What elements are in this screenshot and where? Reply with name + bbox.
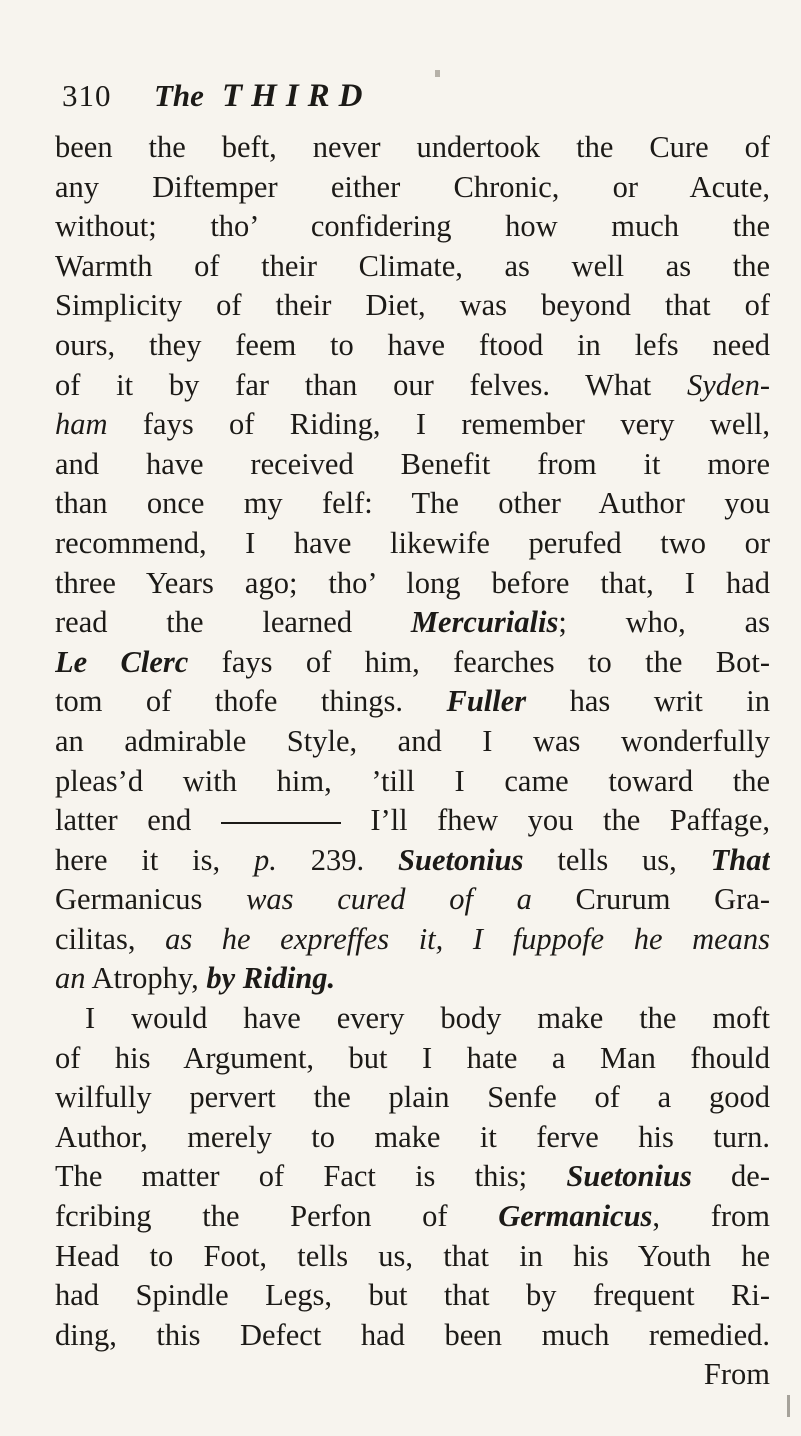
italic-name: Mercurialis (410, 605, 559, 640)
text-line: ding, this Defect had been much remedied. (55, 1317, 770, 1352)
italic-word: That (710, 842, 770, 877)
text-line: cilitas, as he expreffes it, I fuppofe he means (55, 921, 770, 956)
text-line: and have received Benefit from it more (55, 446, 770, 481)
page-number: 310 (62, 78, 112, 113)
italic-name: Suetonius (566, 1159, 692, 1194)
text-line: without; tho’ confidering how much the (55, 209, 770, 244)
text-line: ours, they feem to have ftood in lefs need (55, 327, 770, 362)
text-line: tom of thofe things. Fuller has writ in (55, 684, 770, 719)
italic-phrase: was cured of a (246, 882, 532, 917)
text-line: read the learned Mercurialis; who, as (55, 605, 770, 640)
italic-name: Syden- (687, 367, 770, 402)
text-line: Head to Foot, tells us, that in his Youth he (55, 1238, 770, 1273)
text-line: of it by far than our felves. What Syden- (55, 367, 770, 402)
italic-abbrev: p. (254, 842, 277, 877)
body-text (55, 128, 770, 1395)
running-head-article: The (154, 78, 204, 113)
text-line: any Diftemper either Chronic, or Acute, (55, 169, 770, 204)
text-line: The matter of Fact is this; Suetonius de- (55, 1159, 770, 1194)
text-line: Le Clerc fays of him, fearches to the Bot- (55, 644, 770, 679)
text-line: an Atrophy, by Riding. (55, 961, 336, 996)
text-line: I would have every body make the moft (85, 1001, 770, 1036)
running-head-title: THIRD (222, 78, 372, 114)
text-line: had Spindle Legs, but that by frequent Ri- (55, 1278, 770, 1313)
text-line: of his Argument, but I hate a Man fhould (55, 1040, 770, 1075)
text-line: latter end I’ll fhew you the Paffage, (55, 803, 770, 838)
text-line: wilfully pervert the plain Senfe of a good (55, 1080, 770, 1115)
text-line: Germanicus was cured of a Crurum Gra- (55, 882, 770, 917)
text-line: here it is, p. 239. Suetonius tells us, That (55, 842, 770, 877)
text-line: an admirable Style, and I was wonderfully (55, 723, 770, 758)
text-line: been the beft, never undertook the Cure of (55, 130, 770, 164)
text-line: recommend, I have likewife perufed two or (55, 525, 770, 560)
italic-phrase: by Riding. (206, 961, 336, 996)
running-head (62, 78, 782, 122)
text-line: Author, merely to make it ferve his turn. (55, 1119, 770, 1154)
italic-name: Suetonius (398, 842, 524, 877)
text-line: than once my felf: The other Author you (55, 486, 770, 521)
italic-name: ham (55, 407, 108, 442)
italic-phrase: as he expreffes it, I fuppofe he means (165, 921, 770, 956)
italic-name: Le Clerc (55, 644, 189, 679)
text-line: Simplicity of their Diet, was beyond that of (55, 288, 770, 323)
italic-name: Fuller (446, 684, 527, 719)
text-line: fcribing the Perfon of Germanicus, from (55, 1199, 770, 1234)
em-dash-rule (221, 822, 341, 824)
italic-word: an (55, 961, 86, 996)
text-line: pleas’d with him, ’till I came toward the (55, 763, 770, 798)
text-line: ham fays of Riding, I remember very well, (55, 407, 770, 442)
text-line: Warmth of their Climate, as well as the (55, 248, 770, 283)
stray-mark (787, 1395, 790, 1417)
text-line: three Years ago; tho’ long before that, I had (55, 565, 770, 600)
catchword: From (703, 1357, 770, 1392)
italic-name: Germanicus (498, 1199, 653, 1234)
ink-fleck (435, 70, 440, 77)
